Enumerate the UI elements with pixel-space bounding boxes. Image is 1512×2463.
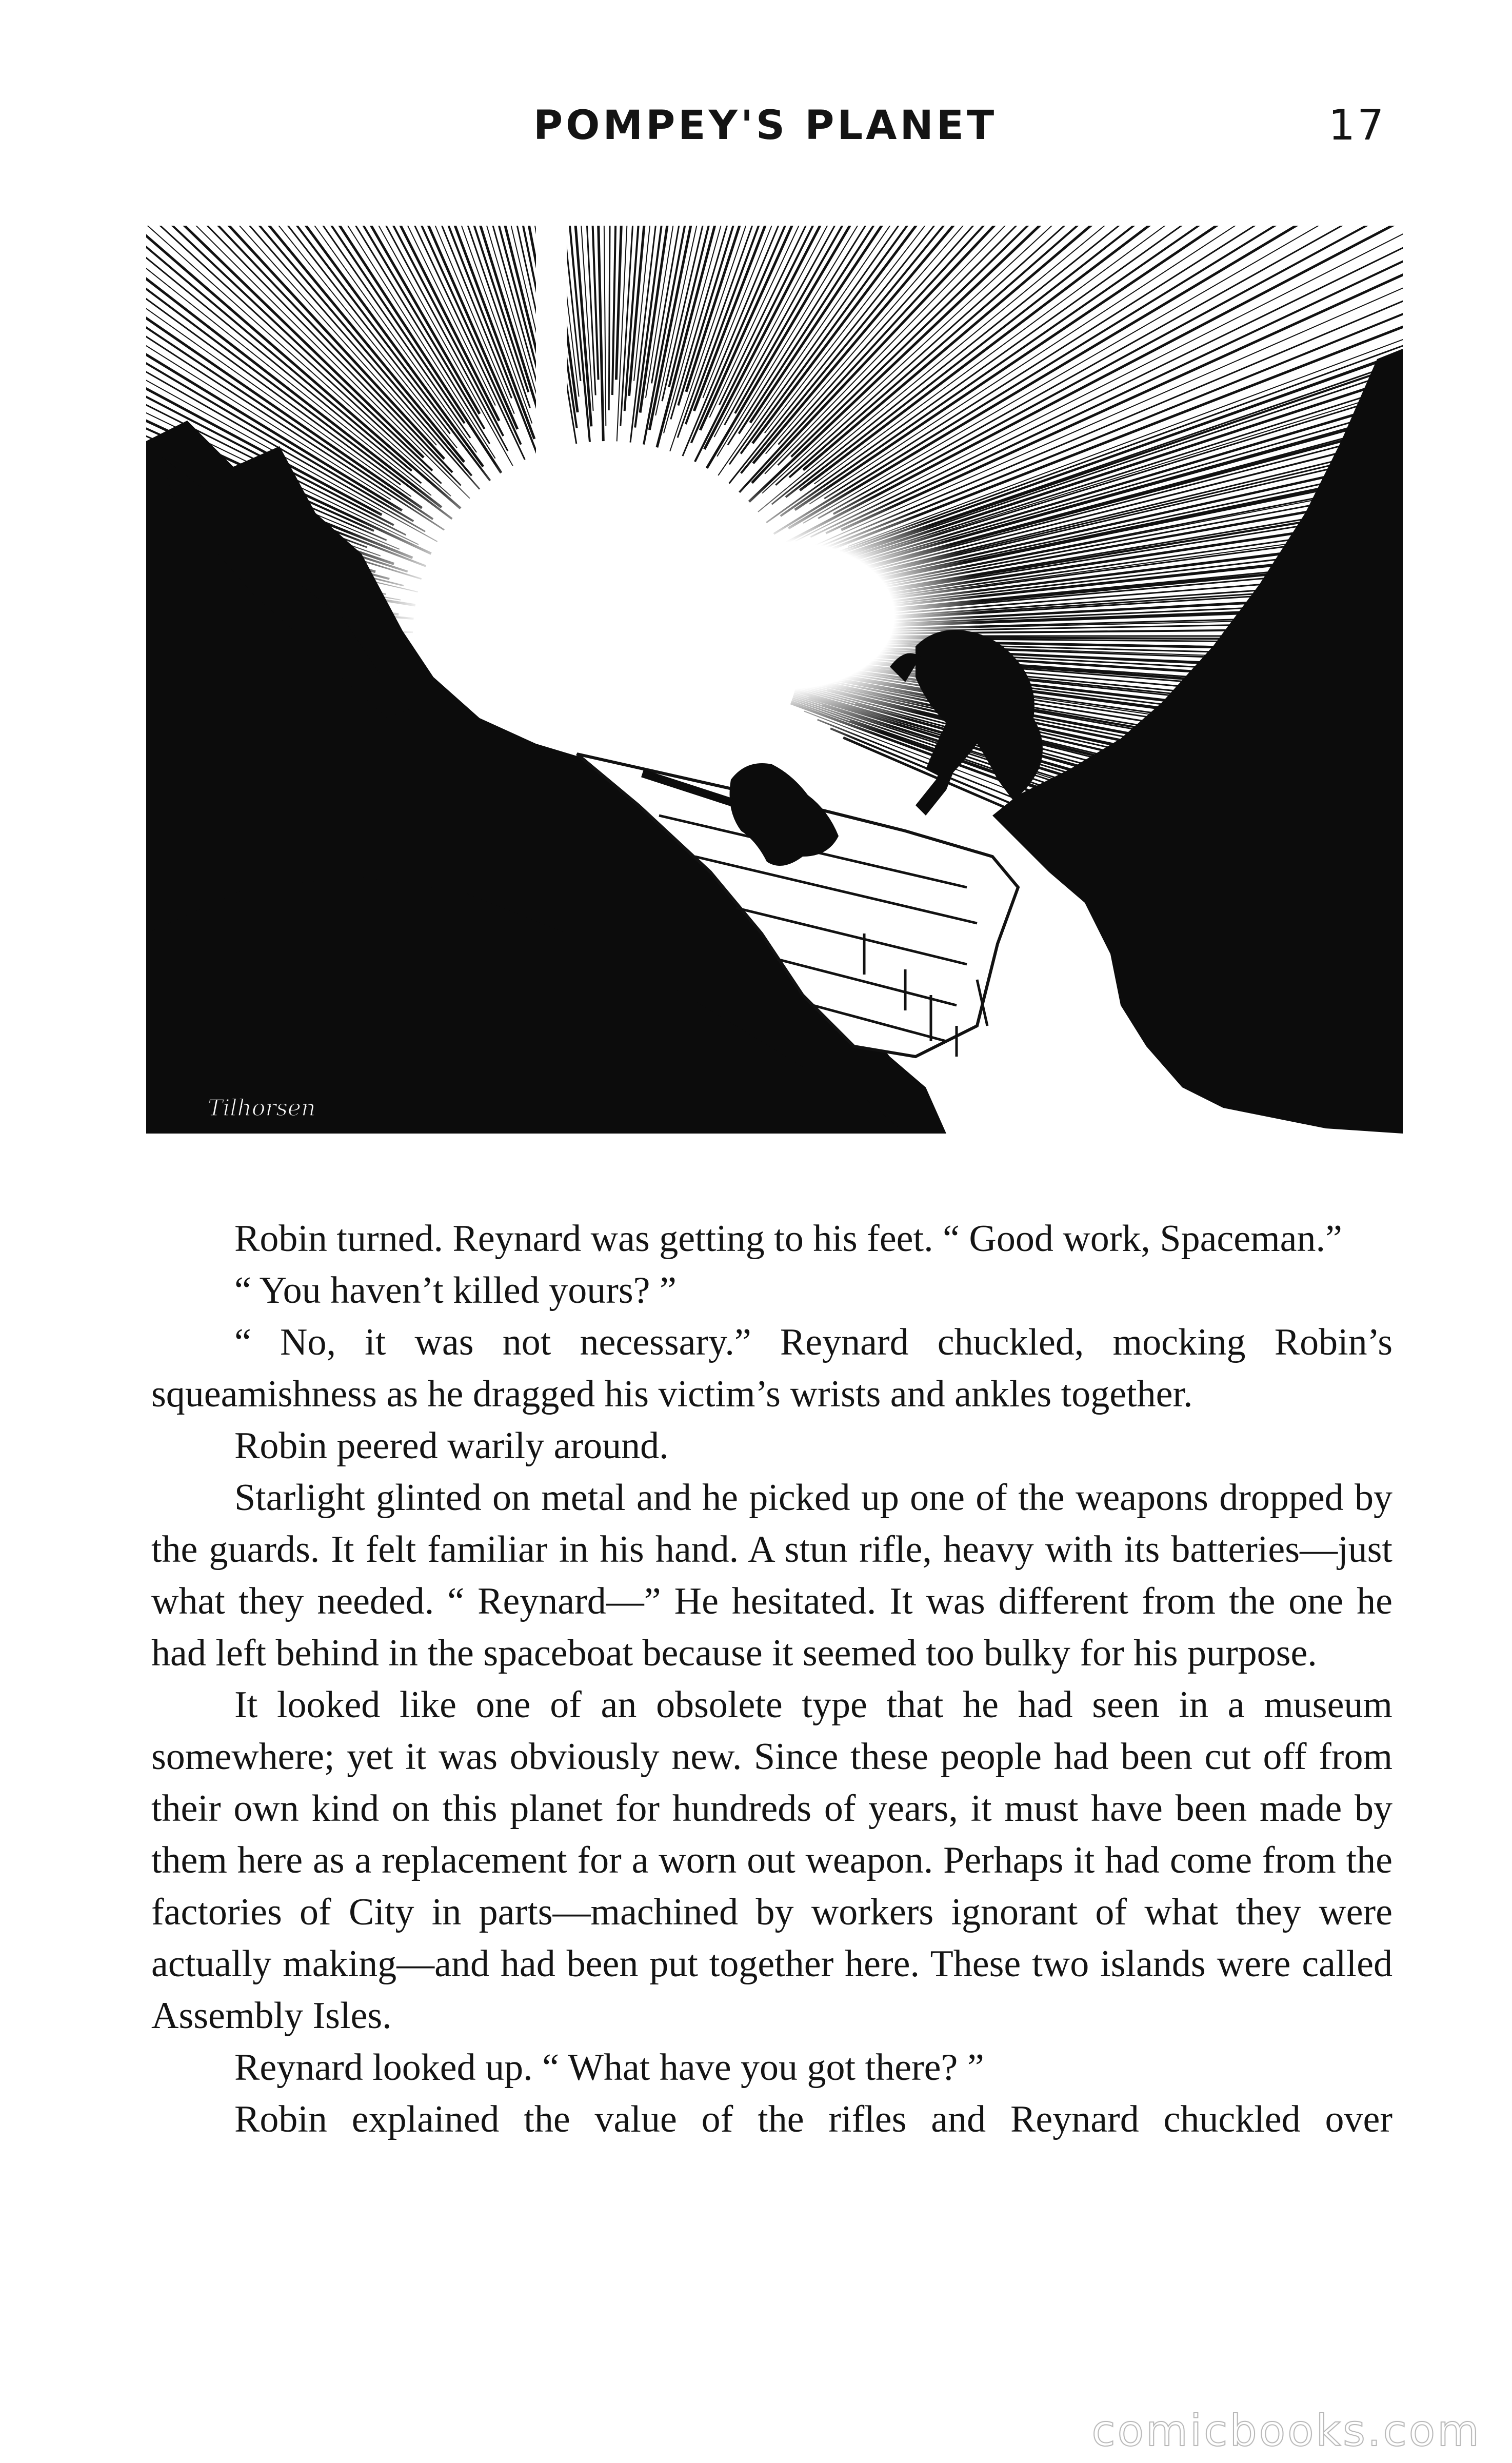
- paragraph-8: Robin explained the value of the rifles and Reynard chuckled over: [234, 2098, 1392, 2140]
- illustration-drawing: [146, 226, 1403, 1134]
- illustration: [146, 226, 1403, 1134]
- running-title: POMPEY'S PLANET: [533, 103, 998, 149]
- page-number: 17: [1328, 101, 1386, 150]
- running-head: [0, 97, 1512, 154]
- paragraph-2: “ You haven’t killed yours? ”: [234, 1269, 677, 1312]
- paragraph-4: Robin peered warily around.: [234, 1425, 669, 1467]
- paragraph-5: Starlight glinted on metal and he picked up one of the weapons dropped by the guards. It felt familiar in his hand. A stun rifle, heavy with its batteries—just what they needed. “ Reynard—” He hesitated. It was different from the one he had left behind in the spaceboat because it seemed too bulky for his purpose.: [151, 1477, 1392, 1674]
- paragraph-7: Reynard looked up. “ What have you got there? ”: [234, 2047, 984, 2089]
- body-text: [151, 1213, 1392, 2146]
- paragraph-1: Robin turned. Reynard was getting to his feet. “ Good work, Spaceman.”: [234, 1218, 1342, 1260]
- artist-signature: Tilhorsen: [208, 1095, 316, 1121]
- paragraph-6: It looked like one of an obsolete type that he had seen in a museum somewhere; yet it was obviously new. Since these people had been cut off from their own kind on this planet for hundreds of years, it must have been made by them here as a replacement for a worn out weapon. Perhaps it had come from the factories of City in parts—machined by workers ignorant of what they were actually making—and had been put together here. These two islands were called Assembly Isles.: [151, 1684, 1392, 2037]
- watermark: comicbooks.com: [1091, 2406, 1481, 2456]
- paragraph-3: “ No, it was not necessary.” Reynard chuckled, mocking Robin’s squeamishness as he dragged his victim’s wrists and ankles together.: [151, 1321, 1392, 1415]
